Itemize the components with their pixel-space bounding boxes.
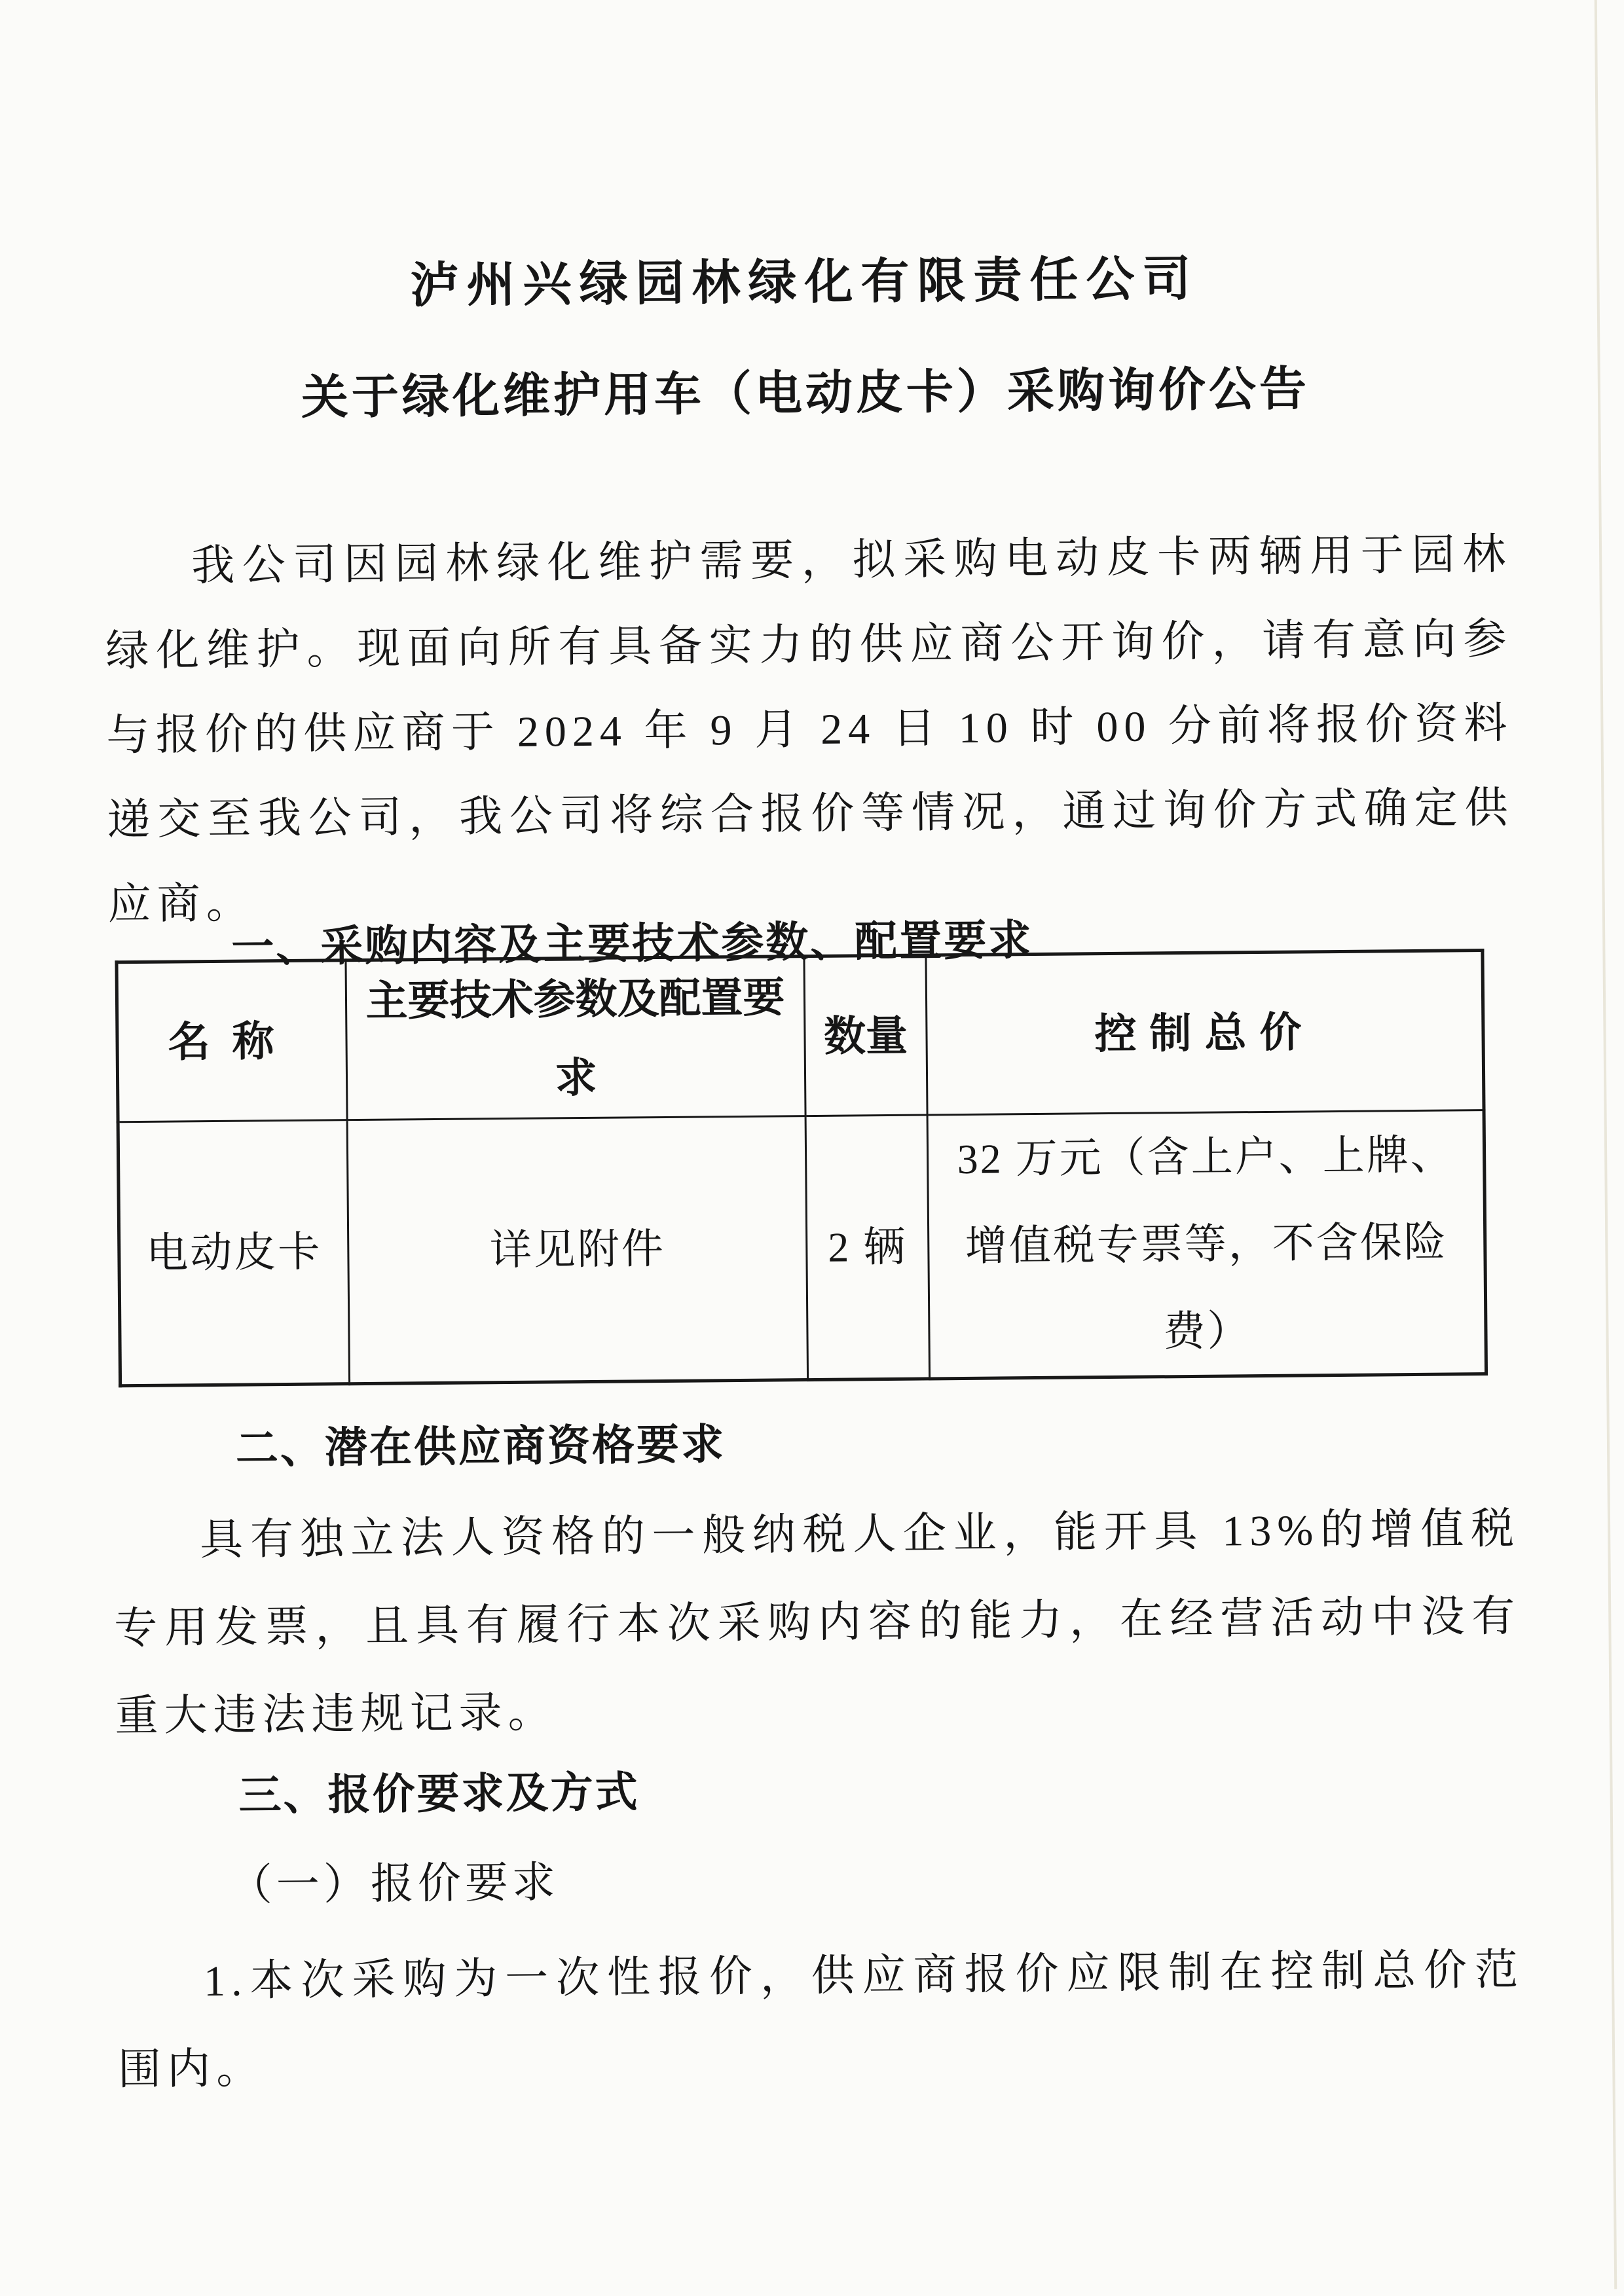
section-3-item-1: 1.本次采购为一次性报价，供应商报价应限制在控制总价范围内。	[117, 1946, 1524, 2094]
table-header-row	[117, 951, 1484, 1122]
table-cell-name: 电动皮卡	[118, 1120, 350, 1386]
section-1-heading: 一、采购内容及主要技术参数、配置要求	[231, 916, 1033, 971]
table-header-name: 名称	[117, 960, 347, 1122]
table-header-spec: 主要技术参数及配置要求	[346, 957, 805, 1120]
intro-paragraph: 我公司因园林绿化维护需要，拟采购电动皮卡两辆用于园林绿化维护。现面向所有具备实力的供应商公开询价，请有意向参与报价的供应商于 2024 年 9 月 24 日 10 时 00 分前将报价资料递交至我公司，我公司将综合报价等情况，通过询价方式确定供应商。	[105, 530, 1514, 929]
section-2-paragraph: 具有独立法人资格的一般纳税人企业，能开具 13%的增值税专用发票，且具有履行本次采购内容的能力，在经营活动中没有重大违法违规记录。	[114, 1504, 1521, 1741]
table-cell-price: 32 万元（含上户、上牌、增值税专票等，不含保险费）	[927, 1110, 1486, 1379]
table-cell-quantity: 2 辆	[805, 1115, 930, 1380]
table-row	[118, 1110, 1486, 1386]
section-3-sub-heading: （一）报价要求	[229, 1859, 560, 1910]
table-header-quantity: 数量	[804, 955, 927, 1116]
section-3-heading: 三、报价要求及方式	[238, 1768, 640, 1819]
company-title: 泸州兴绿园林绿化有限责任公司	[410, 251, 1199, 313]
notice-title: 关于绿化维护用车（电动皮卡）采购询价公告	[301, 363, 1310, 424]
procurement-table	[115, 949, 1488, 1387]
section-2-heading: 二、潜在供应商资格要求	[235, 1420, 726, 1472]
table-cell-spec: 详见附件	[347, 1116, 807, 1384]
table-header-price: 控制总价	[926, 951, 1484, 1115]
scan-edge-shadow	[1595, 0, 1617, 2289]
